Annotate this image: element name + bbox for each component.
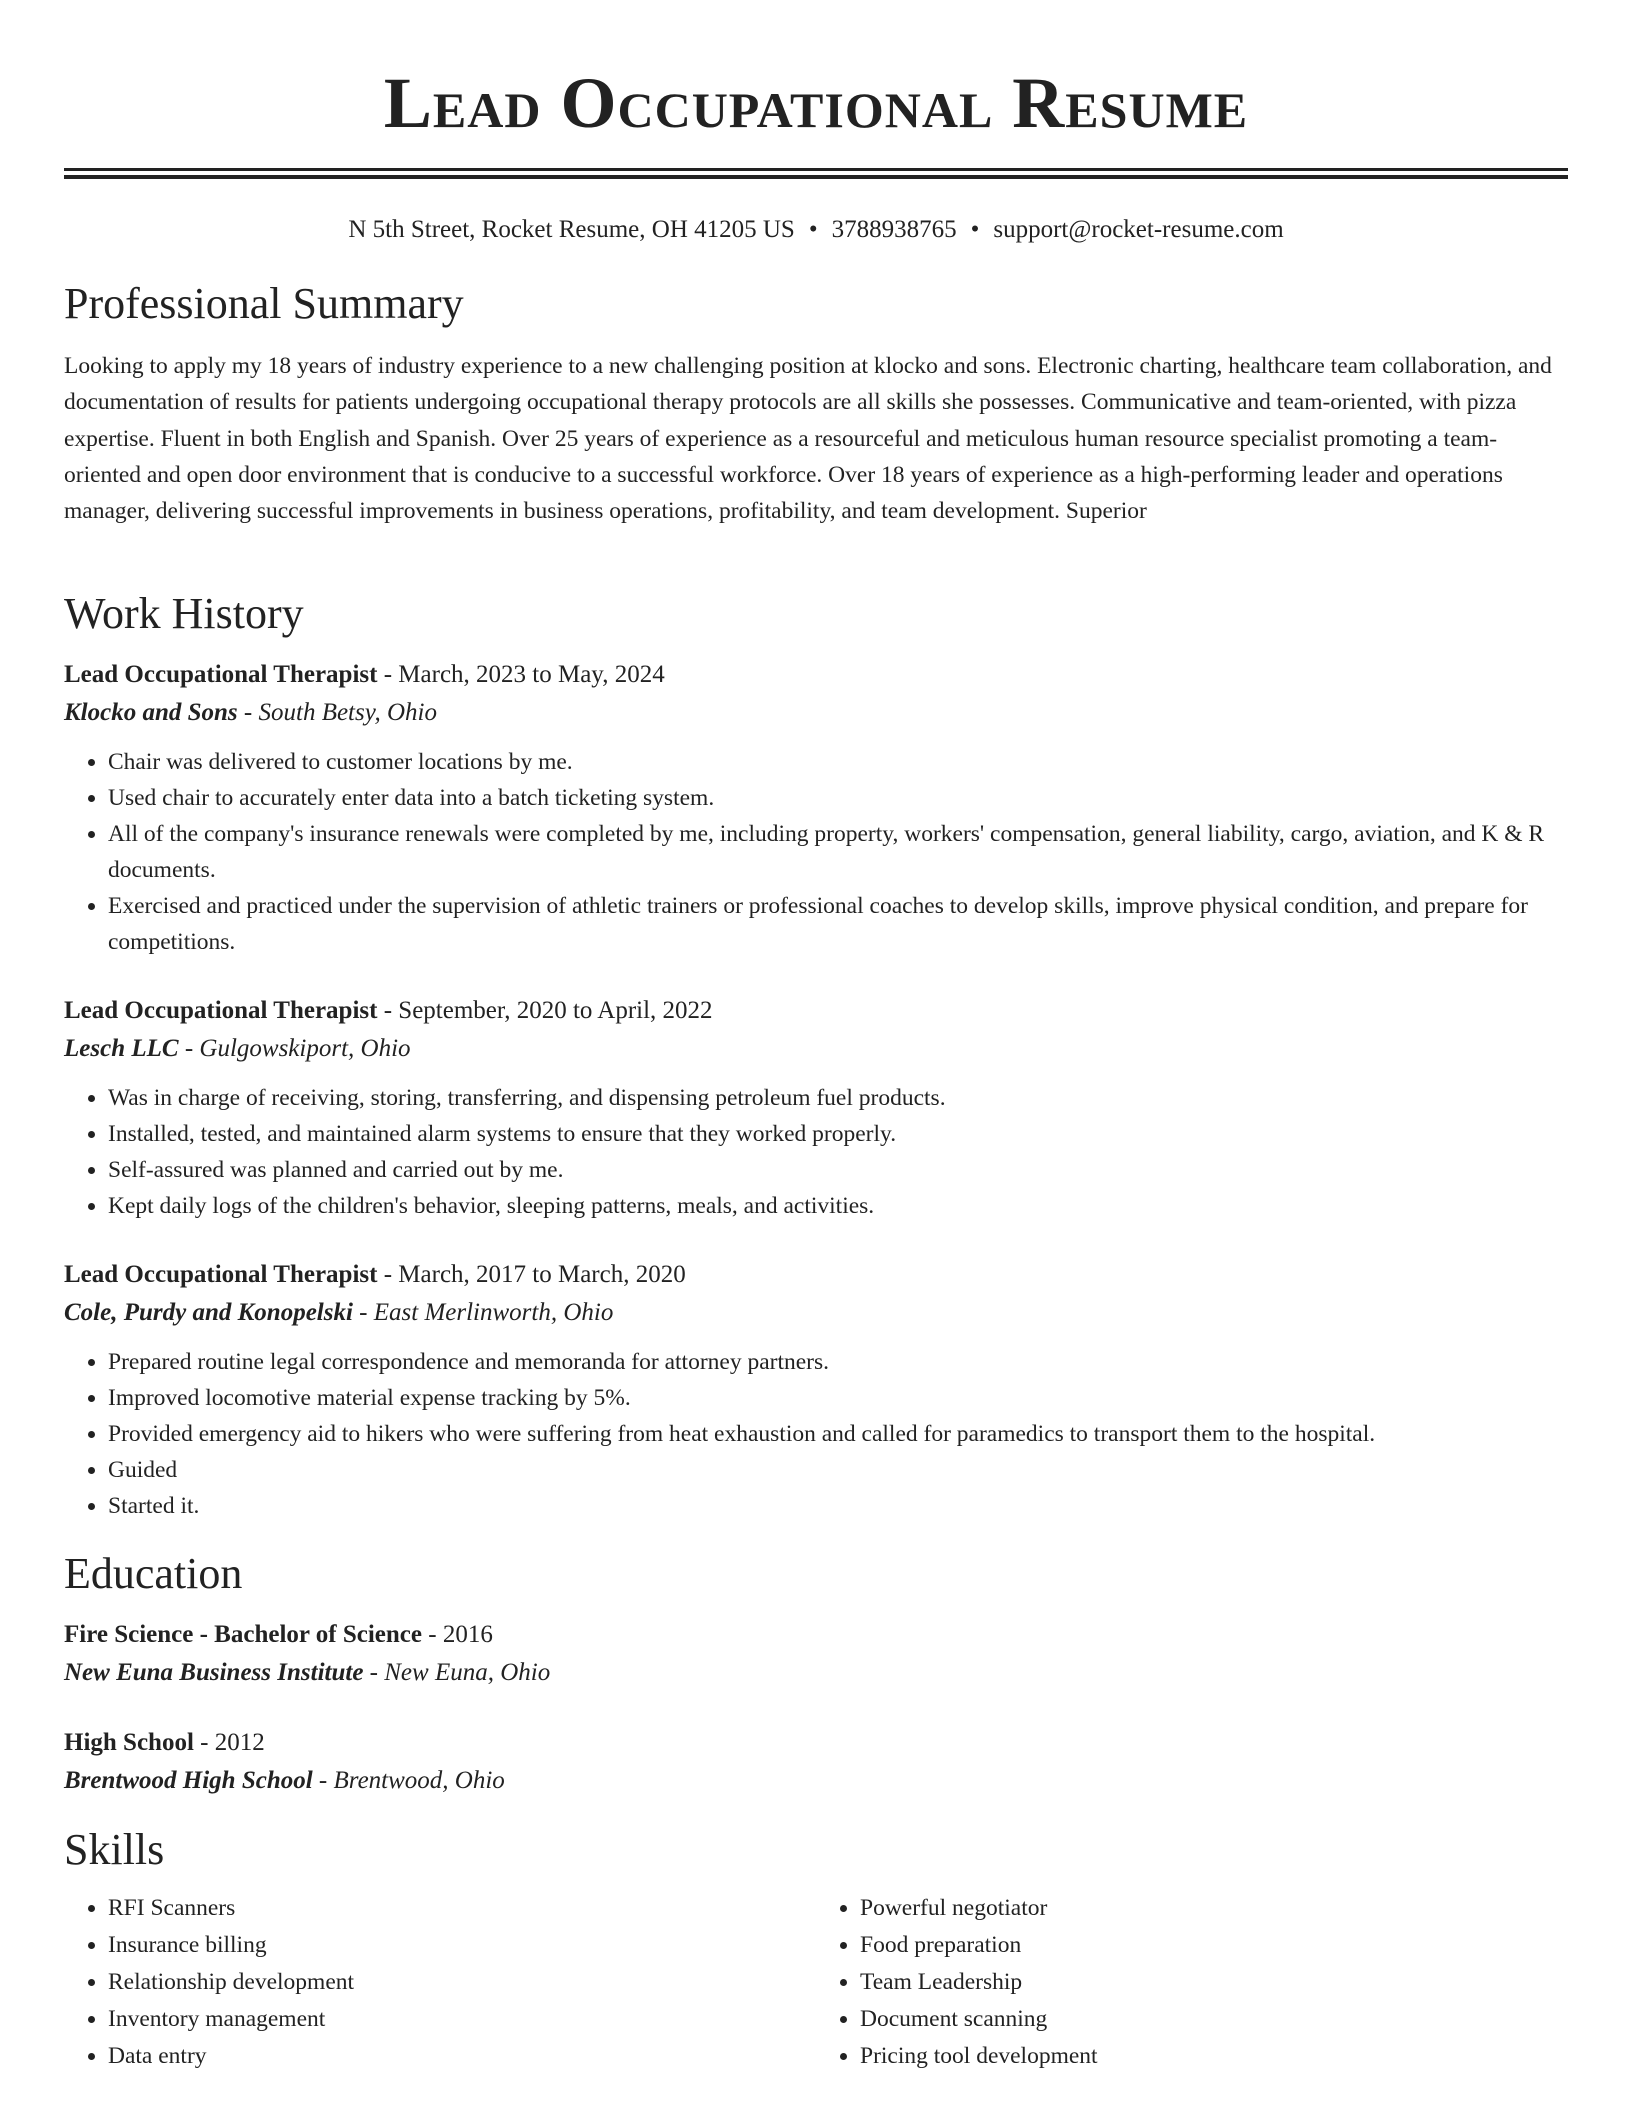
education-school-line	[64, 1762, 1568, 1800]
job-entry	[64, 992, 1568, 1224]
education-location: - Brentwood, Ohio	[312, 1767, 505, 1794]
list-item: • Improved locomotive material expense tracking by 5%.	[108, 1380, 1568, 1416]
contact-phone: 3788938765	[831, 216, 957, 243]
list-item: • Pricing tool development	[860, 2038, 1568, 2075]
education-degree-line	[64, 1724, 1568, 1762]
list-item: • Self-assured was planned and carried out by me.	[108, 1152, 1568, 1188]
education-heading: Education	[64, 1549, 243, 1598]
job-company: Lesch LLC	[64, 1035, 179, 1062]
job-title-line	[64, 656, 1568, 694]
job-company: Cole, Purdy and Konopelski	[64, 1299, 353, 1326]
list-item: • Was in charge of receiving, storing, transferring, and dispensing petroleum fuel products.	[108, 1080, 1568, 1116]
skills-list	[64, 1890, 1568, 2075]
job-location: - South Betsy, Ohio	[237, 699, 437, 726]
education-location: - New Euna, Ohio	[363, 1659, 551, 1686]
work-history-heading: Work History	[64, 589, 304, 638]
list-item: • Inventory management	[108, 2001, 816, 2038]
job-company: Klocko and Sons	[64, 699, 238, 726]
education-entry	[64, 1724, 1568, 1800]
list-item: • RFI Scanners	[108, 1890, 816, 1927]
job-location: - East Merlinworth, Ohio	[352, 1299, 614, 1326]
job-title-line	[64, 1256, 1568, 1294]
list-item: • Provided emergency aid to hikers who were suffering from heat exhaustion and called for paramedics to transport them to the hospital.	[108, 1416, 1568, 1452]
job-title: Lead Occupational Therapist	[64, 1261, 378, 1288]
list-item: • Prepared routine legal correspondence and memoranda for attorney partners.	[108, 1344, 1568, 1380]
list-item: • Used chair to accurately enter data into a batch ticketing system.	[108, 780, 1568, 816]
title-divider	[64, 168, 1568, 179]
education-entry	[64, 1616, 1568, 1692]
summary-heading: Professional Summary	[64, 279, 464, 328]
contact-address: N 5th Street, Rocket Resume, OH 41205 US	[348, 216, 795, 243]
summary-text: Looking to apply my 18 years of industry experience to a new challenging position at klocko and sons. Electronic charting, healthcare team collaboration, and documentation of results for patients undergoing occupational therapy protocols are all skills she possesses. Communicative and team-oriented, with pizza expertise. Fluent in both English and Spanish. Over 25 years of experience as a resourceful and meticulous human resource specialist promoting a team-oriented and open door environment that is conducive to a successful workforce. Over 18 years of experience as a high-performing leader and operations manager, delivering successful improvements in business operations, profitability, and team development. Superior	[64, 353, 1552, 525]
list-item: • Kept daily logs of the children's behavior, sleeping patterns, meals, and activities.	[108, 1188, 1568, 1224]
job-dates: - March, 2017 to March, 2020	[377, 1261, 686, 1288]
list-item: • Team Leadership	[860, 1964, 1568, 2001]
education-school-line	[64, 1654, 1568, 1692]
list-item: • Powerful negotiator	[860, 1890, 1568, 1927]
job-dates: - September, 2020 to April, 2022	[377, 997, 713, 1024]
education-degree-line	[64, 1616, 1568, 1654]
education-degree: High School	[64, 1729, 194, 1756]
contact-email: support@rocket-resume.com	[993, 216, 1284, 243]
job-company-line	[64, 694, 1568, 732]
contact-separator: •	[970, 216, 980, 243]
job-entry	[64, 656, 1568, 960]
resume-title: Lead Occupational Resume	[383, 63, 1249, 143]
job-bullets	[64, 1080, 1568, 1224]
list-item: • Installed, tested, and maintained alarm systems to ensure that they worked properly.	[108, 1116, 1568, 1152]
list-item: • Insurance billing	[108, 1927, 816, 1964]
skills-heading: Skills	[64, 1825, 165, 1874]
job-company-line	[64, 1294, 1568, 1332]
skills-column-right	[816, 1890, 1568, 2075]
contact-separator: •	[808, 216, 818, 243]
education-year: - 2012	[193, 1729, 265, 1756]
job-title: Lead Occupational Therapist	[64, 661, 378, 688]
list-item: • All of the company's insurance renewals were completed by me, including property, workers' compensation, general liability, cargo, aviation, and K & R documents.	[108, 816, 1568, 888]
list-item: • Food preparation	[860, 1927, 1568, 1964]
education-school: Brentwood High School	[64, 1767, 313, 1794]
job-dates: - March, 2023 to May, 2024	[377, 661, 665, 688]
list-item: • Data entry	[108, 2038, 816, 2075]
job-title: Lead Occupational Therapist	[64, 997, 378, 1024]
skills-column-left	[64, 1890, 816, 2075]
job-entry	[64, 1256, 1568, 1524]
job-bullets	[64, 744, 1568, 960]
list-item: • Guided	[108, 1452, 1568, 1488]
job-title-line	[64, 992, 1568, 1030]
education-year: - 2016	[422, 1621, 493, 1648]
list-item: • Document scanning	[860, 2001, 1568, 2038]
list-item: • Chair was delivered to customer locations by me.	[108, 744, 1568, 780]
list-item: • Started it.	[108, 1488, 1568, 1524]
education-school: New Euna Business Institute	[64, 1659, 364, 1686]
list-item: • Relationship development	[108, 1964, 816, 2001]
job-bullets	[64, 1344, 1568, 1524]
list-item: • Exercised and practiced under the supervision of athletic trainers or professional coaches to develop skills, improve physical condition, and prepare for competitions.	[108, 888, 1568, 960]
job-company-line	[64, 1030, 1568, 1068]
job-location: - Gulgowskiport, Ohio	[178, 1035, 411, 1062]
contact-line	[64, 214, 1568, 246]
education-degree: Fire Science - Bachelor of Science	[64, 1621, 422, 1648]
